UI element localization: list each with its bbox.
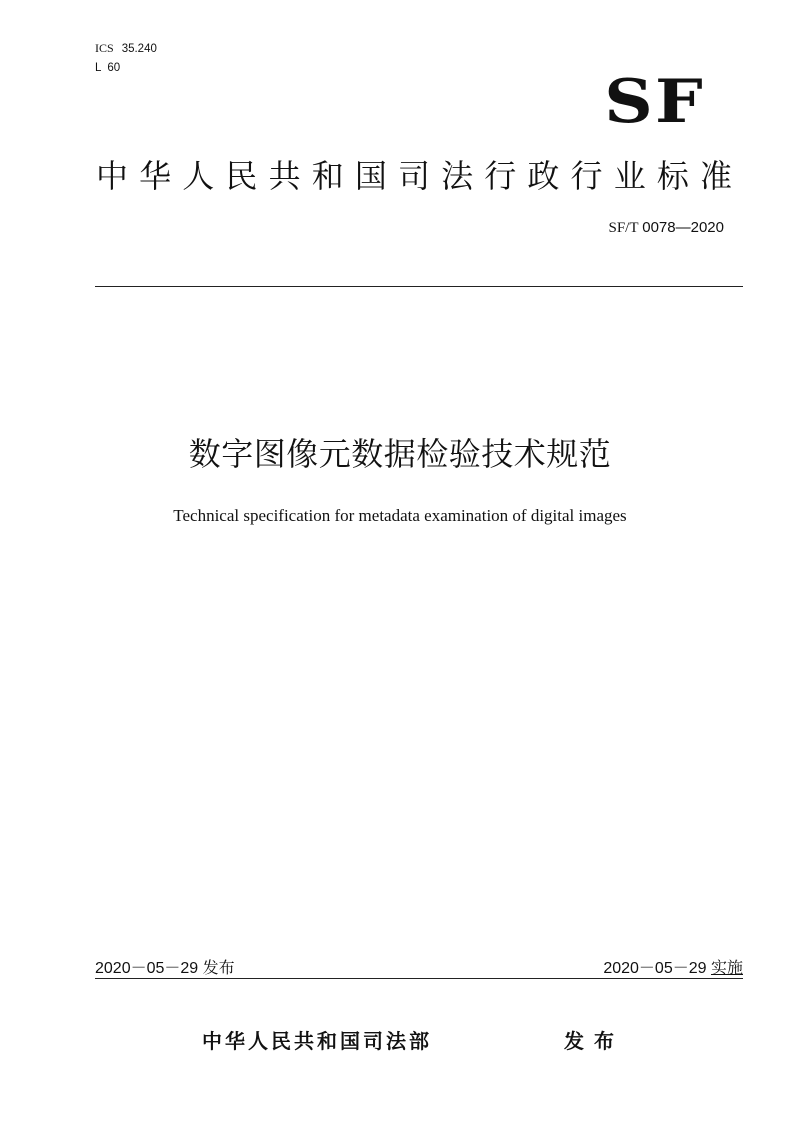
standard-type-char: 法 bbox=[441, 157, 474, 195]
standard-type-char: 中 bbox=[96, 157, 129, 195]
standard-type-char: 和 bbox=[311, 157, 344, 195]
implementation-date-line bbox=[603, 958, 743, 980]
standard-type-char: 司 bbox=[397, 157, 430, 195]
issue-date: 2020－05－29 bbox=[95, 960, 199, 977]
publisher-action: 发布 bbox=[564, 1029, 624, 1053]
issue-date-line bbox=[95, 958, 235, 980]
standard-type bbox=[96, 156, 732, 196]
issue-label: 发布 bbox=[202, 960, 235, 977]
ccs-label: L bbox=[95, 62, 102, 74]
ics-label: ICS bbox=[95, 41, 114, 55]
standard-type-char: 人 bbox=[182, 157, 215, 195]
standard-type-char: 国 bbox=[354, 157, 387, 195]
ics-classification bbox=[95, 41, 157, 56]
standard-type-char: 民 bbox=[225, 157, 258, 195]
standard-type-char: 政 bbox=[527, 157, 560, 195]
document-title-chinese: 数字图像元数据检验技术规范 bbox=[188, 435, 612, 473]
ics-code: 35.240 bbox=[121, 43, 157, 55]
standard-number bbox=[608, 218, 724, 238]
standard-type-char: 行 bbox=[570, 157, 603, 195]
standard-number-value: 0078—2020 bbox=[642, 219, 724, 236]
standard-type-char: 共 bbox=[268, 157, 301, 195]
header-divider bbox=[95, 286, 743, 287]
document-title-english: Technical specification for metadata examination of digital images bbox=[173, 506, 627, 525]
publisher-name: 中华人民共和国司法部 bbox=[202, 1029, 432, 1053]
ccs-classification bbox=[95, 61, 120, 75]
sf-logo: SF bbox=[604, 67, 705, 137]
standard-type-char: 行 bbox=[484, 157, 517, 195]
implementation-label: 实施 bbox=[710, 960, 743, 977]
standard-type-char: 标 bbox=[656, 157, 689, 195]
ccs-code: 60 bbox=[107, 62, 121, 74]
standard-type-char: 华 bbox=[139, 157, 172, 195]
standard-number-prefix: SF/T bbox=[608, 220, 639, 236]
standard-type-char: 准 bbox=[699, 157, 732, 195]
footer-divider bbox=[95, 978, 743, 979]
implementation-date: 2020－05－29 bbox=[603, 960, 707, 977]
standard-type-char: 业 bbox=[613, 157, 646, 195]
